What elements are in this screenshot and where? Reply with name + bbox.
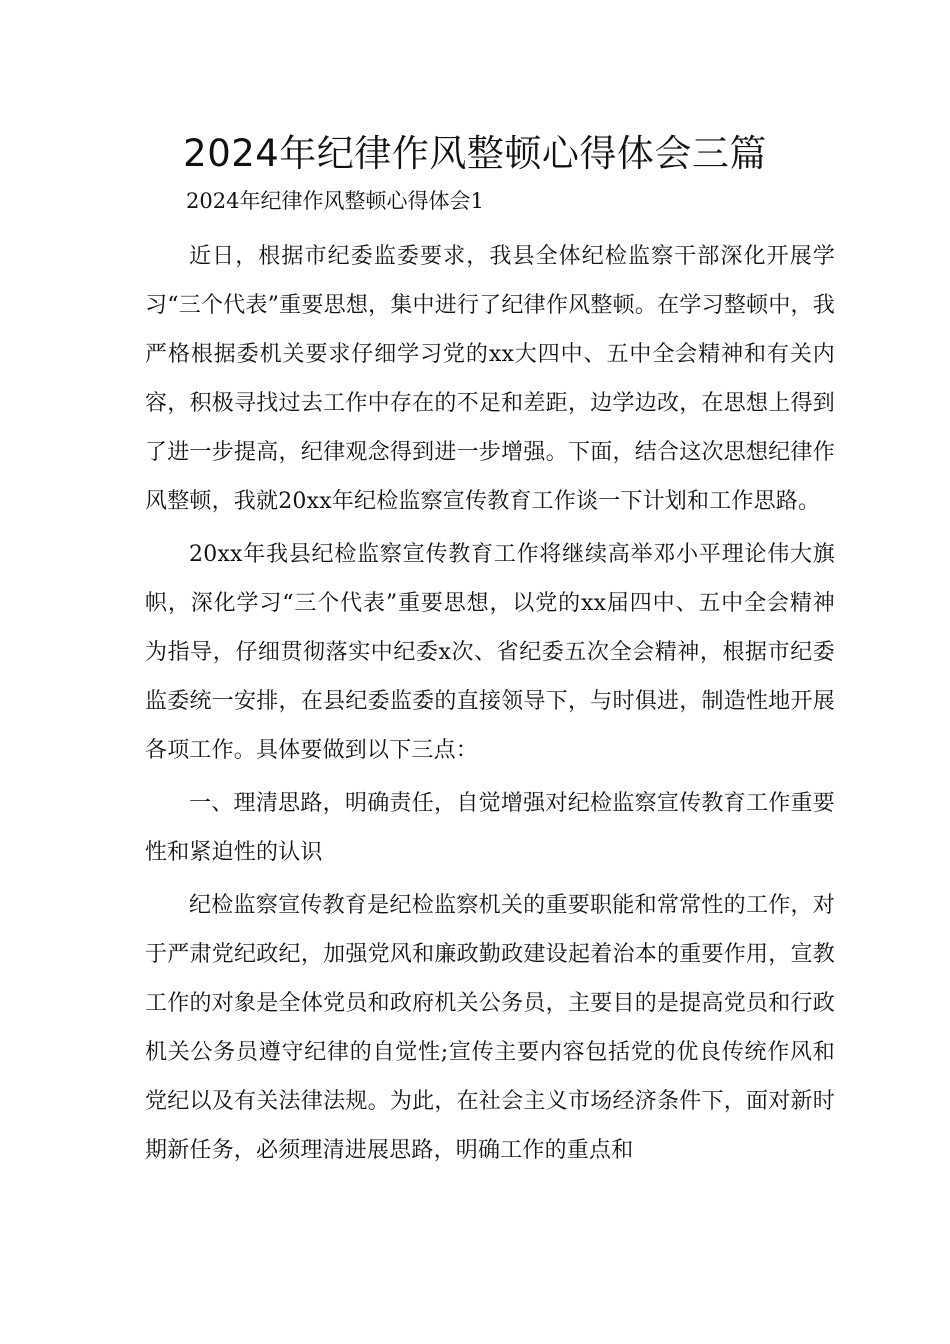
- document-subtitle: 2024年纪律作风整顿心得体会1: [186, 189, 484, 213]
- section-heading: 一、理清思路，明确责任，自觉增强对纪检监察宣传教育工作重要性和紧迫性的认识: [145, 791, 835, 865]
- paragraph: 20xx年我县纪检监察宣传教育工作将继续高举邓小平理论伟大旗帜，深化学习“三个代表”重要思想，以党的xx届四中、五中全会精神为指导，仔细贯彻落实中纪委x次、省纪委五次全会精神，根据市纪委监委统一安排，在县纪委监委的直接领导下，与时俱进，制造性地开展各项工作。具体要做到以下三点：: [145, 542, 835, 763]
- paragraph: 近日，根据市纪委监委要求，我县全体纪检监察干部深化开展学习“三个代表”重要思想，集中进行了纪律作风整顿。在学习整顿中，我严格根据委机关要求仔细学习党的xx大四中、五中全会精神和有关内容，积极寻找过去工作中存在的不足和差距，边学边改，在思想上得到了进一步提高，纪律观念得到进一步增强。下面，结合这次思想纪律作风整顿，我就20xx年纪检监察宣传教育工作谈一下计划和工作思路。: [145, 244, 835, 514]
- document-title: 2024年纪律作风整顿心得体会三篇: [183, 132, 767, 175]
- paragraph: 纪检监察宣传教育是纪检监察机关的重要职能和常常性的工作，对于严肃党纪政纪，加强党风和廉政勤政建设起着治本的重要作用，宣教工作的对象是全体党员和政府机关公务员，主要目的是提高党员和行政机关公务员遵守纪律的自觉性;宣传主要内容包括党的优良传统作风和党纪以及有关法律法规。为此，在社会主义市场经济条件下，面对新时期新任务，必须理清进展思路，明确工作的重点和: [145, 893, 835, 1163]
- document-body: [145, 232, 835, 1179]
